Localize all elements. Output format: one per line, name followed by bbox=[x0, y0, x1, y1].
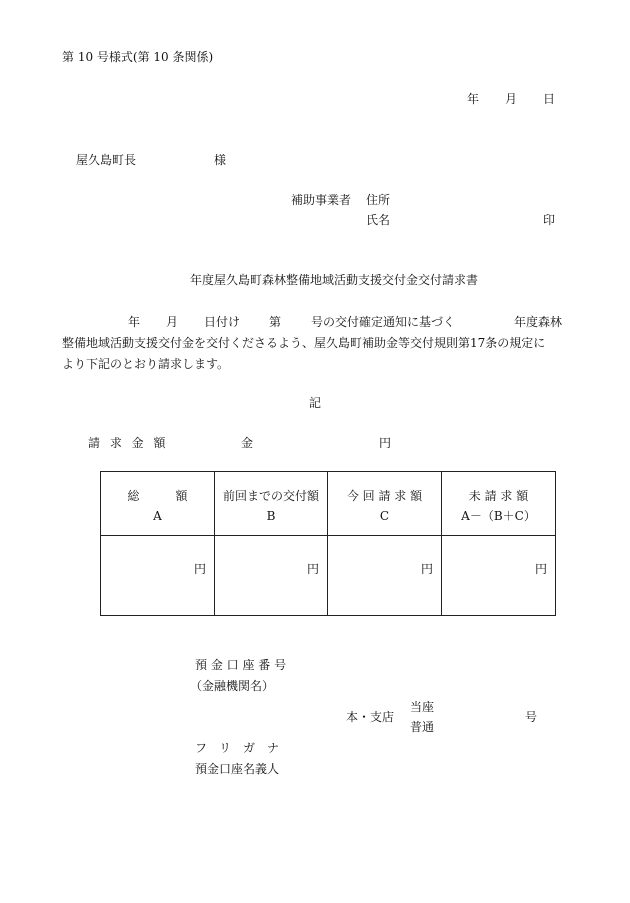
seal-mark: 印 bbox=[543, 213, 556, 227]
account-number-label: 預 金 口 座 番 号 bbox=[195, 658, 287, 672]
body-dated: 日付け bbox=[204, 315, 241, 329]
applicant-role: 補助事業者 bbox=[291, 193, 352, 207]
furigana-label: フ リ ガ ナ bbox=[195, 741, 280, 755]
body-line-1 bbox=[62, 312, 577, 333]
body-line-2: 整備地域活動支援交付金を交付くださるよう、屋久島町補助金等交付規則第17条の規定に bbox=[62, 336, 546, 350]
amount-table bbox=[100, 471, 556, 616]
date-year: 年 bbox=[467, 92, 480, 106]
value-current: 円 bbox=[328, 536, 442, 616]
document-title: 年度屋久島町森林整備地域活動支援交付金交付請求書 bbox=[190, 273, 479, 287]
body-line-3: より下記のとおり請求します。 bbox=[62, 357, 230, 371]
body-nendo: 年度森林 bbox=[514, 315, 563, 329]
header-current: 今 回 請 求 額 C bbox=[328, 472, 442, 536]
header-unclaimed: 未 請 求 額 A－（B＋C） bbox=[442, 472, 556, 536]
form-number: 第 10 号様式(第 10 条関係) bbox=[62, 50, 214, 64]
account-type-current: 当座 bbox=[410, 700, 435, 714]
amount-table-header-row bbox=[101, 472, 556, 536]
body-paragraph bbox=[62, 312, 577, 375]
addressee-honorific: 様 bbox=[214, 153, 227, 167]
request-amount-yen: 円 bbox=[379, 436, 392, 450]
applicant-name-label: 氏名 bbox=[366, 213, 391, 227]
value-previous: 円 bbox=[215, 536, 328, 616]
value-total: 円 bbox=[101, 536, 215, 616]
date-day: 日 bbox=[543, 92, 556, 106]
body-go: 号の交付確定通知に基づく bbox=[311, 315, 456, 329]
amount-table-value-row bbox=[101, 536, 556, 616]
account-type-savings: 普通 bbox=[410, 720, 435, 734]
account-holder-label: 預金口座名義人 bbox=[195, 762, 280, 776]
request-amount-label: 請 求 金 額 bbox=[88, 436, 169, 450]
addressee-name: 屋久島町長 bbox=[76, 153, 137, 167]
header-previous: 前回までの交付額 B bbox=[215, 472, 328, 536]
body-year: 年 bbox=[128, 315, 141, 329]
bank-name-label: （金融機関名） bbox=[190, 679, 275, 693]
request-amount-kin: 金 bbox=[241, 436, 254, 450]
body-month: 月 bbox=[166, 315, 179, 329]
applicant-address-label: 住所 bbox=[366, 193, 391, 207]
ki-heading: 記 bbox=[309, 396, 322, 410]
date-month: 月 bbox=[505, 92, 518, 106]
value-unclaimed: 円 bbox=[442, 536, 556, 616]
header-total: 総 額 A bbox=[101, 472, 215, 536]
number-suffix: 号 bbox=[525, 710, 538, 724]
body-dai: 第 bbox=[269, 315, 282, 329]
branch-label: 本・支店 bbox=[346, 710, 395, 724]
